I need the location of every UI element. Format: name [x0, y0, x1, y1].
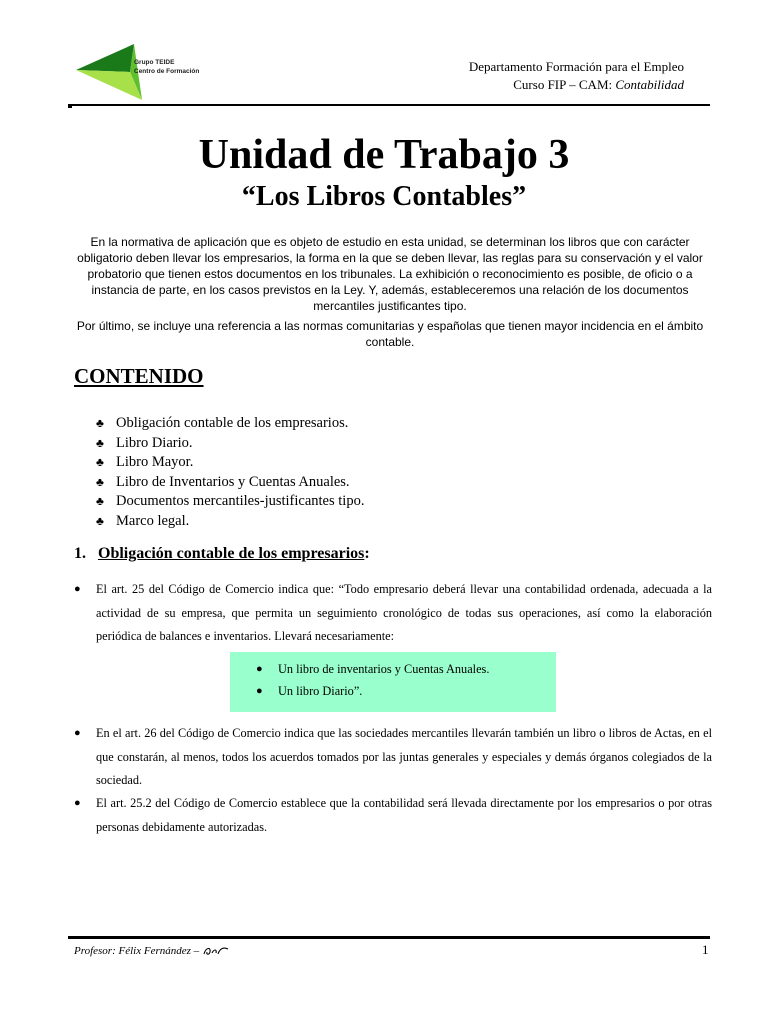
club-bullet-icon: ♣ [96, 513, 104, 528]
bullet-icon: ● [74, 727, 81, 739]
paragraph-text: El art. 25.2 del Código de Comercio establece que la contabilidad será llevada directamente por los empresarios o por otras personas debidamente autorizadas. [96, 796, 712, 834]
page-subtitle: “Los Libros Contables” [241, 181, 527, 212]
paragraph-art26 [74, 722, 712, 793]
signature-icon [202, 945, 230, 957]
page-number: 1 [702, 942, 709, 957]
bullet-icon: ● [256, 663, 263, 675]
list-item [96, 414, 364, 434]
header-tick [68, 104, 72, 108]
header-info [469, 58, 684, 94]
highlight-list [230, 652, 556, 702]
list-item [96, 473, 364, 493]
course-name: Contabilidad [615, 77, 684, 92]
intro-paragraph-2: Por último, se incluye una referencia a las normas comunitarias y españolas que tienen mayor incidencia en el ámbito contable. [76, 319, 704, 349]
club-bullet-icon: ♣ [96, 455, 104, 470]
header-course [469, 76, 684, 94]
author-name: Profesor: Félix Fernández – [74, 945, 200, 957]
page-title: Unidad de Trabajo 3 [198, 132, 570, 178]
list-item-text: Libro Mayor. [116, 454, 194, 471]
list-item-text: Libro Diario. [116, 434, 193, 451]
list-item [96, 492, 364, 512]
header-department: Departamento Formación para el Empleo [468, 59, 684, 74]
list-item [96, 512, 364, 532]
highlight-box [230, 652, 556, 712]
list-item-text: Un libro de inventarios y Cuentas Anuales. [278, 662, 490, 676]
section-colon: : [364, 545, 370, 562]
footer-author [74, 945, 230, 957]
paragraph-art25-2 [74, 792, 712, 839]
club-bullet-icon: ♣ [96, 435, 104, 450]
logo-line1: Grupo TEIDE [134, 59, 175, 66]
bullet-icon: ● [256, 685, 263, 697]
section-number: 1. [74, 545, 86, 562]
section-1-heading [74, 545, 370, 563]
header-rule [68, 104, 710, 106]
list-item [96, 453, 364, 473]
intro-paragraph-1: En la normativa de aplicación que es objeto de estudio en esta unidad, se determinan los libros que con carácter obligatorio deben llevar los empresarios, la forma en la que se deben llevar, las reglas para su conservación y el valor probatorio que tienen estos documentos en los tribunales. La exhibición o reconocimiento es posible, de oficio o a instancia de parte, en los casos previstos en la Ley. Y, además, estableceremos una relación de los documentos mercantiles justificantes tipo. [77, 235, 703, 313]
contenido-list [96, 414, 364, 532]
logo-line2: Centro de Formación [134, 68, 200, 75]
teide-logo [72, 42, 222, 102]
club-bullet-icon: ♣ [96, 494, 104, 509]
list-item-text: Documentos mercantiles-justificantes tipo. [116, 493, 365, 510]
club-bullet-icon: ♣ [96, 474, 104, 489]
list-item [256, 680, 556, 702]
course-prefix: Curso FIP – CAM: [513, 77, 613, 92]
list-item-text: Marco legal. [116, 512, 190, 529]
section-title: Obligación contable de los empresarios [98, 545, 365, 562]
paragraph-art25 [74, 578, 712, 649]
bullet-icon: ● [74, 583, 81, 595]
list-item [96, 434, 364, 454]
list-item-text: Un libro Diario”. [278, 684, 363, 698]
contenido-heading: CONTENIDO [74, 364, 204, 388]
logo-mark-icon [72, 42, 222, 102]
club-bullet-icon: ♣ [96, 416, 104, 430]
paragraph-text: El art. 25 del Código de Comercio indica que: “Todo empresario deberá llevar una contabilidad ordenada, adecuada a la actividad de su empresa, que permita un seguimiento cronológico de todas sus operaciones, así como la elaboración periódica de balances e inventarios. Llevará necesariamente: [96, 582, 712, 643]
footer-rule [68, 936, 710, 939]
list-item-text: Obligación contable de los empresarios. [116, 415, 349, 431]
list-item [256, 658, 556, 680]
paragraph-text: En el art. 26 del Código de Comercio indica que las sociedades mercantiles llevarán también un libro o libros de Actas, en el que constarán, al menos, todos los acuerdos tomados por las juntas generales y especiales y demás órganos colegiados de la sociedad. [96, 726, 712, 787]
list-item-text: Libro de Inventarios y Cuentas Anuales. [116, 473, 350, 490]
bullet-icon: ● [74, 797, 81, 809]
